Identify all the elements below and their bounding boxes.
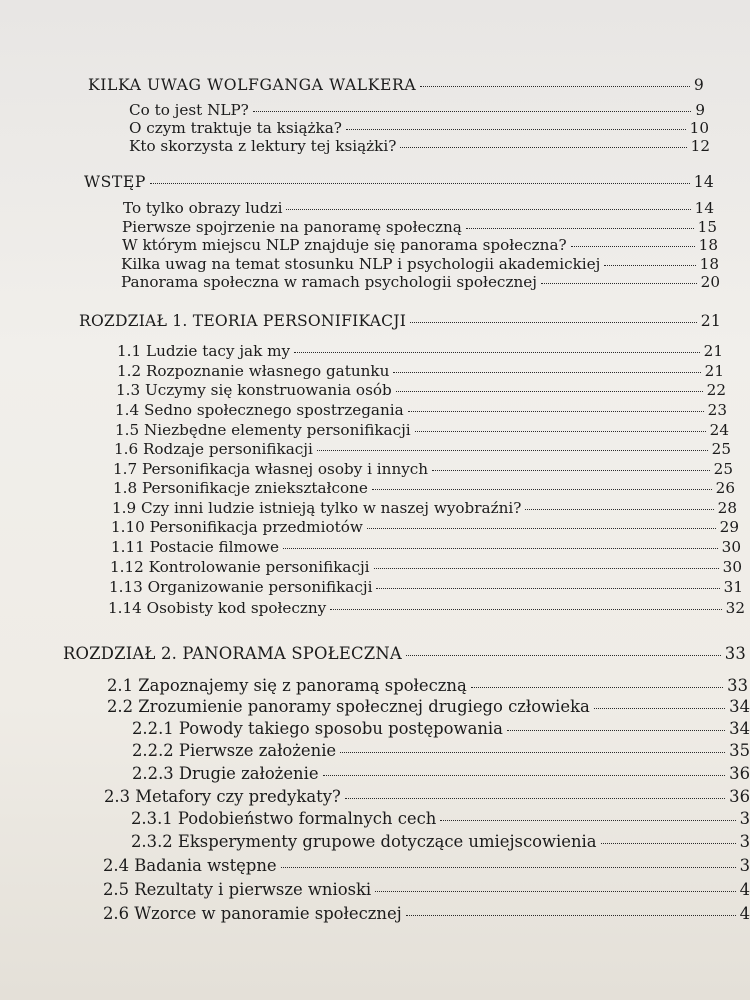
page-number: 15 <box>697 218 717 236</box>
toc-entry <box>104 787 750 806</box>
dot-leader <box>408 411 704 412</box>
page-number: 33 <box>724 644 746 663</box>
entry-title: Pierwsze spojrzenie na panoramę społeczną <box>122 218 462 236</box>
dot-leader <box>376 588 719 589</box>
toc-entry <box>112 499 737 517</box>
entry-title: 1.14 Osobisty kod społeczny <box>108 599 327 617</box>
dot-leader <box>323 775 726 776</box>
entry-title: 1.7 Personifikacja własnej osoby i innych <box>113 460 429 478</box>
entry-title: 1.2 Rozpoznanie własnego gatunku <box>117 362 390 380</box>
entry-title: 1.1 Ludzie tacy jak my <box>117 342 291 360</box>
toc-entry <box>111 538 741 556</box>
entry-title: 1.3 Uczymy się konstruowania osób <box>116 381 392 399</box>
page-number: 29 <box>719 518 739 536</box>
page-number: 10 <box>689 119 709 137</box>
entry-title: 2.2.1 Powody takiego sposobu postępowania <box>132 719 503 738</box>
toc-entry <box>121 273 720 291</box>
dot-leader <box>466 228 694 229</box>
page-number: 9 <box>693 76 704 94</box>
toc-entry <box>129 101 705 119</box>
toc-entry <box>129 119 709 137</box>
page-number: 21 <box>700 312 721 330</box>
toc-entry <box>103 904 750 923</box>
chapter-title: WSTĘP <box>84 173 146 191</box>
entry-title: O czym traktuje ta książka? <box>129 119 342 137</box>
entry-title: Kto skorzysta z lektury tej książki? <box>129 137 397 155</box>
page-number: 31 <box>723 578 743 596</box>
dot-leader <box>594 708 725 709</box>
toc-chapter <box>84 173 714 191</box>
entry-title: 2.1 Zapoznajemy się z panoramą społeczną <box>107 676 467 695</box>
page-number: 33 <box>727 676 748 695</box>
dot-leader <box>601 843 736 844</box>
entry-title: 2.2 Zrozumienie panoramy społecznej drugiego człowieka <box>107 697 590 716</box>
toc-entry <box>107 676 748 695</box>
dot-leader <box>367 528 716 529</box>
entry-title: 2.3.1 Podobieństwo formalnych cech <box>131 809 437 828</box>
toc-entry <box>109 578 743 596</box>
toc-entry <box>117 342 723 360</box>
chapter-title: ROZDZIAŁ 2. PANORAMA SPOŁECZNA <box>63 644 402 663</box>
entry-title: 2.5 Rezultaty i pierwsze wnioski <box>103 880 372 899</box>
dot-leader <box>432 470 710 471</box>
page-number: 3 <box>739 809 750 828</box>
page-number: 3 <box>739 832 750 851</box>
page-number: 14 <box>694 199 714 217</box>
toc-entry <box>107 697 750 716</box>
entry-title: 2.2.3 Drugie założenie <box>132 764 319 783</box>
toc-entry <box>117 362 724 380</box>
dot-leader <box>525 509 713 510</box>
entry-title: 1.13 Organizowanie personifikacji <box>109 578 373 596</box>
dot-leader <box>571 246 695 247</box>
page-number: 14 <box>693 173 714 191</box>
page-number: 25 <box>713 460 733 478</box>
entry-title: 1.10 Personifikacja przedmiotów <box>111 518 363 536</box>
toc-entry <box>131 809 750 828</box>
toc-entry <box>108 599 745 617</box>
page-number: 26 <box>715 479 735 497</box>
dot-leader <box>330 609 721 610</box>
toc-entry <box>114 440 731 458</box>
toc-entry <box>132 764 750 783</box>
dot-leader <box>420 86 690 87</box>
chapter-title: ROZDZIAŁ 1. TEORIA PERSONIFIKACJI <box>79 312 407 330</box>
entry-title: 2.4 Badania wstępne <box>103 856 277 875</box>
chapter-title: KILKA UWAG WOLFGANGA WALKERA <box>88 76 417 94</box>
dot-leader <box>406 655 721 656</box>
toc-entry <box>132 719 750 738</box>
dot-leader <box>400 147 686 148</box>
page-number: 9 <box>695 101 705 119</box>
page-number: 32 <box>725 599 745 617</box>
dot-leader <box>604 265 695 266</box>
toc-entry <box>115 421 729 439</box>
toc-entry <box>115 401 727 419</box>
page-number: 21 <box>704 362 724 380</box>
page-number: 18 <box>698 236 718 254</box>
entry-title: To tylko obrazy ludzi <box>123 199 283 217</box>
page-number: 30 <box>721 538 741 556</box>
page-number: 4 <box>739 904 750 923</box>
dot-leader <box>374 568 719 569</box>
entry-title: 1.8 Personifikacje zniekształcone <box>113 479 368 497</box>
entry-title: 1.12 Kontrolowanie personifikacji <box>110 558 370 576</box>
toc-entry <box>111 518 739 536</box>
dot-leader <box>440 820 735 821</box>
toc-entry <box>116 381 726 399</box>
dot-leader <box>507 730 725 731</box>
toc-entry <box>129 137 710 155</box>
entry-title: W którym miejscu NLP znajduje się panorama społeczna? <box>122 236 567 254</box>
page-number: 20 <box>700 273 720 291</box>
entry-title: 1.4 Sedno społecznego spostrzegania <box>115 401 404 419</box>
dot-leader <box>372 489 712 490</box>
page-number: 4 <box>739 880 750 899</box>
dot-leader <box>283 548 718 549</box>
page-number: 30 <box>722 558 742 576</box>
entry-title: Co to jest NLP? <box>129 101 249 119</box>
page-number: 28 <box>717 499 737 517</box>
dot-leader <box>294 352 700 353</box>
dot-leader <box>345 798 725 799</box>
entry-title: 1.9 Czy inni ludzie istnieją tylko w naszej wyobraźni? <box>112 499 522 517</box>
toc-chapter <box>88 76 704 94</box>
toc-entry <box>103 880 750 899</box>
dot-leader <box>150 183 690 184</box>
entry-title: Panorama społeczna w ramach psychologii społecznej <box>121 273 537 291</box>
page-number: 34 <box>729 697 750 716</box>
page-number: 18 <box>699 255 719 273</box>
entry-title: Kilka uwag na temat stosunku NLP i psychologii akademickiej <box>121 255 601 273</box>
dot-leader <box>317 450 708 451</box>
toc-entry <box>110 558 742 576</box>
dot-leader <box>253 111 692 112</box>
page-number: 21 <box>703 342 723 360</box>
entry-title: 2.2.2 Pierwsze założenie <box>132 741 337 760</box>
page-number: 24 <box>709 421 729 439</box>
page-number: 34 <box>729 719 750 738</box>
toc-entry <box>131 832 750 851</box>
entry-title: 1.11 Postacie filmowe <box>111 538 280 556</box>
entry-title: 1.5 Niezbędne elementy personifikacji <box>115 421 411 439</box>
entry-title: 2.3.2 Eksperymenty grupowe dotyczące umiejscowienia <box>131 832 597 851</box>
dot-leader <box>281 867 736 868</box>
entry-title: 2.6 Wzorce w panoramie społecznej <box>103 904 402 923</box>
toc-entry <box>123 199 714 217</box>
page-number: 3 <box>739 856 750 875</box>
toc-chapter <box>63 644 746 663</box>
page-number: 36 <box>729 764 750 783</box>
dot-leader <box>393 372 700 373</box>
dot-leader <box>415 431 706 432</box>
page-number: 36 <box>729 787 750 806</box>
toc-entry <box>121 255 719 273</box>
dot-leader <box>406 915 736 916</box>
entry-title: 1.6 Rodzaje personifikacji <box>114 440 313 458</box>
page-number: 22 <box>706 381 726 399</box>
entry-title: 2.3 Metafory czy predykaty? <box>104 787 341 806</box>
dot-leader <box>410 322 697 323</box>
toc-entry <box>103 856 750 875</box>
toc-chapter <box>79 312 721 330</box>
toc-entry <box>132 741 750 760</box>
dot-leader <box>471 687 723 688</box>
toc-entry <box>122 218 717 236</box>
page-number: 12 <box>690 137 710 155</box>
page-number: 35 <box>729 741 750 760</box>
dot-leader <box>541 283 697 284</box>
dot-leader <box>286 209 690 210</box>
page-number: 25 <box>711 440 731 458</box>
dot-leader <box>396 391 703 392</box>
toc-entry <box>122 236 718 254</box>
toc-entry <box>113 460 733 478</box>
page-number: 23 <box>707 401 727 419</box>
dot-leader <box>340 752 725 753</box>
dot-leader <box>346 129 686 130</box>
toc-entry <box>113 479 735 497</box>
dot-leader <box>375 891 735 892</box>
